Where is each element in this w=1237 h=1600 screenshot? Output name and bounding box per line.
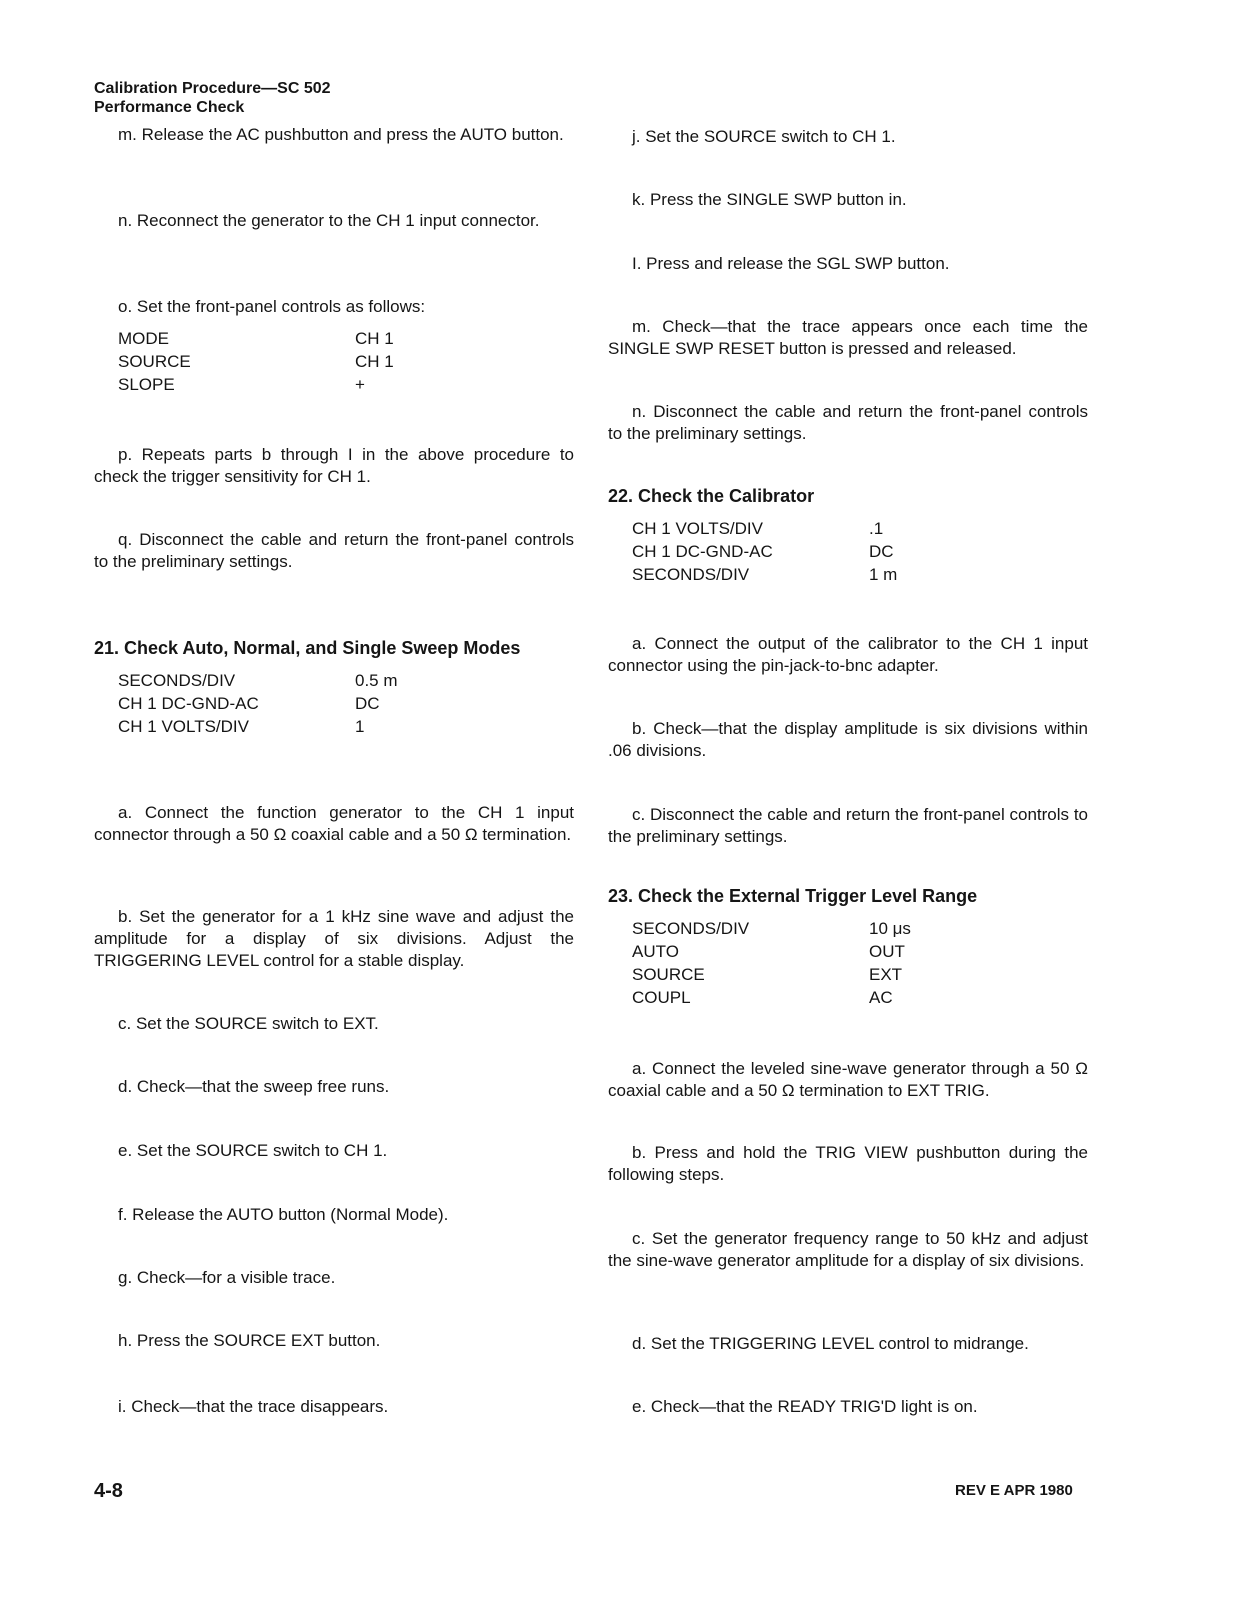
settings-row bbox=[632, 540, 897, 563]
step-text: a. Connect the function generator to the CH 1 input connector through a 50 Ω coaxial cable and a 50 Ω termination. bbox=[94, 803, 574, 844]
page-number: 4-8 bbox=[94, 1480, 123, 1502]
header-title: Calibration Procedure—SC 502 bbox=[94, 80, 331, 97]
step-text: c. Disconnect the cable and return the front-panel controls to the preliminary settings. bbox=[608, 805, 1088, 846]
step-text: g. Check—for a visible trace. bbox=[118, 1268, 336, 1287]
settings-table-21 bbox=[118, 669, 398, 738]
settings-row bbox=[118, 692, 398, 715]
setting-name: CH 1 VOLTS/DIV bbox=[118, 717, 249, 736]
revision-note: REV E APR 1980 bbox=[955, 1482, 1073, 1499]
step-text: f. Release the AUTO button (Normal Mode). bbox=[118, 1205, 449, 1224]
step-23a bbox=[608, 1058, 1088, 1102]
setting-value: EXT bbox=[869, 965, 903, 984]
step-text: h. Press the SOURCE EXT button. bbox=[118, 1331, 381, 1350]
step-21d bbox=[94, 1076, 574, 1098]
settings-row bbox=[632, 517, 897, 540]
step-text: n. Disconnect the cable and return the front-panel controls to the preliminary settings. bbox=[608, 402, 1088, 443]
setting-value: DC bbox=[355, 694, 380, 713]
setting-name: MODE bbox=[118, 329, 169, 348]
step-23d bbox=[608, 1333, 1088, 1355]
settings-table-23 bbox=[632, 917, 911, 1009]
step-text: e. Check—that the READY TRIG'D light is on. bbox=[632, 1397, 978, 1416]
setting-name: SOURCE bbox=[118, 352, 191, 371]
settings-row bbox=[632, 963, 911, 986]
settings-table-o bbox=[118, 327, 394, 396]
step-o-left bbox=[94, 296, 574, 318]
step-p-left bbox=[94, 444, 574, 488]
step-text: a. Connect the leveled sine-wave generator through a 50 Ω coaxial cable and a 50 Ω termination to EXT TRIG. bbox=[608, 1059, 1088, 1100]
setting-value: 0.5 m bbox=[355, 671, 398, 690]
step-text: b. Check—that the display amplitude is six divisions within .06 divisions. bbox=[608, 719, 1088, 760]
step-21c bbox=[94, 1013, 574, 1035]
step-21e bbox=[94, 1140, 574, 1162]
page-header bbox=[94, 79, 331, 117]
step-text: I. Press and release the SGL SWP button. bbox=[632, 254, 950, 273]
settings-row bbox=[118, 373, 394, 396]
setting-name: SECONDS/DIV bbox=[632, 919, 750, 938]
step-21j bbox=[608, 126, 1088, 148]
step-text: c. Set the SOURCE switch to EXT. bbox=[118, 1014, 379, 1033]
step-21g bbox=[94, 1267, 574, 1289]
setting-name: CH 1 DC-GND-AC bbox=[118, 694, 259, 713]
setting-name: CH 1 VOLTS/DIV bbox=[632, 519, 763, 538]
setting-name: SOURCE bbox=[632, 965, 705, 984]
setting-name: COUPL bbox=[632, 988, 691, 1007]
step-23e bbox=[608, 1396, 1088, 1418]
step-21i bbox=[94, 1396, 574, 1418]
setting-value: 1 bbox=[355, 717, 365, 736]
settings-row bbox=[632, 940, 911, 963]
step-22b bbox=[608, 718, 1088, 762]
header-subtitle: Performance Check bbox=[94, 99, 245, 116]
step-text: m. Check—that the trace appears once each time the SINGLE SWP RESET button is pressed and released. bbox=[608, 317, 1088, 358]
settings-row bbox=[118, 327, 394, 350]
section-21-title: 21. Check Auto, Normal, and Single Sweep Modes bbox=[94, 638, 521, 658]
step-text: c. Set the generator frequency range to 50 kHz and adjust the sine-wave generator amplitude for a display of six divisions. bbox=[608, 1229, 1088, 1270]
step-21m bbox=[608, 316, 1088, 360]
step-text: e. Set the SOURCE switch to CH 1. bbox=[118, 1141, 388, 1160]
step-text: q. Disconnect the cable and return the front-panel controls to the preliminary settings. bbox=[94, 530, 574, 571]
step-23b bbox=[608, 1142, 1088, 1186]
step-22c bbox=[608, 804, 1088, 848]
step-text: p. Repeats parts b through I in the above procedure to check the trigger sensitivity for CH 1. bbox=[94, 445, 574, 486]
setting-value: 1 m bbox=[869, 565, 898, 584]
settings-row bbox=[632, 917, 911, 940]
step-21f bbox=[94, 1204, 574, 1226]
section-23-title: 23. Check the External Trigger Level Range bbox=[608, 886, 978, 906]
setting-value: AC bbox=[869, 988, 893, 1007]
step-text: b. Press and hold the TRIG VIEW pushbutton during the following steps. bbox=[608, 1143, 1088, 1184]
step-21b bbox=[94, 906, 574, 972]
setting-name: CH 1 DC-GND-AC bbox=[632, 542, 773, 561]
step-text: d. Set the TRIGGERING LEVEL control to midrange. bbox=[632, 1334, 1029, 1353]
step-23c bbox=[608, 1228, 1088, 1272]
section-22-title: 22. Check the Calibrator bbox=[608, 486, 815, 506]
step-text: o. Set the front-panel controls as follows: bbox=[118, 297, 426, 316]
step-m-left bbox=[94, 124, 574, 146]
step-21l bbox=[608, 253, 1088, 275]
step-text: i. Check—that the trace disappears. bbox=[118, 1397, 389, 1416]
step-21k bbox=[608, 189, 1088, 211]
step-21a bbox=[94, 802, 574, 846]
step-text: n. Reconnect the generator to the CH 1 input connector. bbox=[118, 211, 540, 230]
settings-row bbox=[118, 715, 398, 738]
setting-name: SECONDS/DIV bbox=[118, 671, 236, 690]
settings-row bbox=[118, 669, 398, 692]
step-21n bbox=[608, 401, 1088, 445]
step-n-left bbox=[94, 210, 574, 232]
setting-value: OUT bbox=[869, 942, 905, 961]
step-text: a. Connect the output of the calibrator to the CH 1 input connector using the pin-jack-to-bnc adapter. bbox=[608, 634, 1088, 675]
setting-name: AUTO bbox=[632, 942, 679, 961]
step-q-left bbox=[94, 529, 574, 573]
settings-table-22 bbox=[632, 517, 897, 586]
setting-value: CH 1 bbox=[355, 352, 394, 371]
step-21h bbox=[94, 1330, 574, 1352]
setting-value: 10 μs bbox=[869, 919, 911, 938]
setting-value: + bbox=[355, 375, 365, 394]
step-text: k. Press the SINGLE SWP button in. bbox=[632, 190, 907, 209]
settings-row bbox=[632, 563, 897, 586]
settings-row bbox=[118, 350, 394, 373]
setting-value: DC bbox=[869, 542, 894, 561]
step-text: m. Release the AC pushbutton and press the AUTO button. bbox=[118, 125, 564, 144]
settings-row bbox=[632, 986, 911, 1009]
setting-value: CH 1 bbox=[355, 329, 394, 348]
step-text: d. Check—that the sweep free runs. bbox=[118, 1077, 390, 1096]
setting-name: SLOPE bbox=[118, 375, 175, 394]
step-text: b. Set the generator for a 1 kHz sine wave and adjust the amplitude for a display of six divisions. Adjust the TRIGGERING LEVEL control for a stable display. bbox=[94, 907, 574, 970]
step-22a bbox=[608, 633, 1088, 677]
setting-value: .1 bbox=[869, 519, 884, 538]
setting-name: SECONDS/DIV bbox=[632, 565, 750, 584]
step-text: j. Set the SOURCE switch to CH 1. bbox=[632, 127, 896, 146]
